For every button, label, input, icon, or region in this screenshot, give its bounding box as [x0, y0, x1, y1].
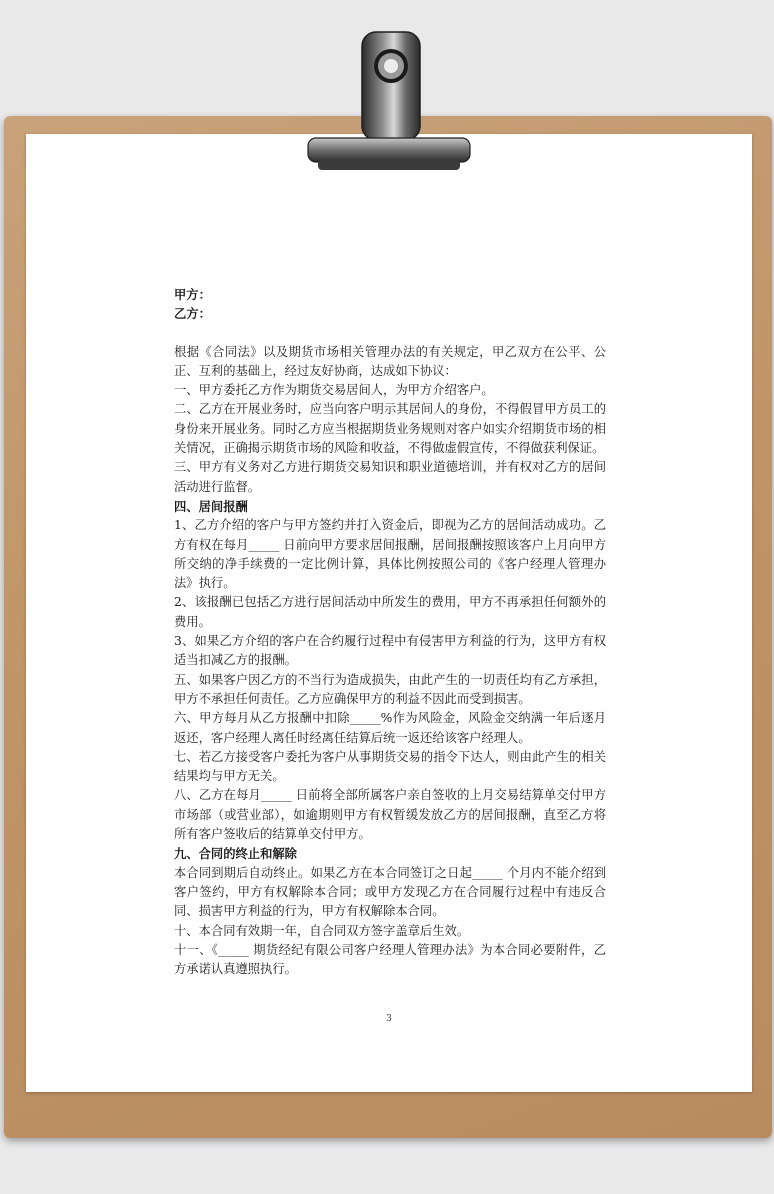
contract-paragraph: 十一、《_____ 期货经纪有限公司客户经理人管理办法》为本合同必要附件，乙方承诺认真遵照执行。	[174, 942, 606, 977]
section-heading: 四、居间报酬	[174, 498, 248, 514]
contract-paragraph: 3、如果乙方介绍的客户在合约履行过程中有侵害甲方利益的行为，这甲方有权适当扣减乙方的报酬。	[174, 634, 606, 668]
contract-paragraph: 七、若乙方接受客户委托为客户从事期货交易的指令下达人，则由此产生的相关结果均与甲方无关。	[174, 749, 606, 784]
clipboard-board	[4, 116, 772, 1138]
contract-paragraph: 五、如果客户因乙方的不当行为造成损失，由此产生的一切责任均有乙方承担，甲方不承担任何责任。乙方应确保甲方的利益不因此而受到损害。	[174, 672, 606, 706]
binder-clip-icon	[300, 26, 478, 178]
section-heading: 九、合同的终止和解除	[174, 846, 297, 862]
contract-paragraph: 1、乙方介绍的客户与甲方签约并打入资金后，即视为乙方的居间活动成功。乙方有权在每月_____ 日前向甲方要求居间报酬，居间报酬按照该客户上月向甲方所交纳的净手续费的一定比例计算，具体比例按照公司的《客户经理人管理办法》执行。	[174, 518, 606, 591]
contract-paragraph: 八、乙方在每月_____ 日前将全部所属客户亲自签收的上月交易结算单交付甲方市场部（或营业部），如逾期则甲方有权暂缓发放乙方的居间报酬，直至乙方将所有客户签收后的结算单交付甲方。	[174, 788, 606, 842]
contract-paragraph: 本合同到期后自动终止。如果乙方在本合同签订之日起_____ 个月内不能介绍到客户签约，甲方有权解除本合同；或甲方发现乙方在合同履行过程中有违反合同、损害甲方利益的行为，甲方有权解除本合同。	[174, 865, 606, 919]
contract-paragraph: 根据《合同法》以及期货市场相关管理办法的有关规定，甲乙双方在公平、公正、互利的基础上，经过友好协商，达成如下协议：	[174, 344, 606, 378]
contract-paragraph: 二、乙方在开展业务时，应当向客户明示其居间人的身份，不得假冒甲方员工的身份来开展业务。同时乙方应当根据期货业务规则对客户如实介绍期货市场的相关情况，正确揭示期货市场的风险和收益，不得做虚假宣传，不得做获利保证。	[174, 402, 606, 456]
blank-line	[174, 324, 606, 343]
contract-body	[174, 285, 606, 979]
contract-paragraph: 六、甲方每月从乙方报酬中扣除_____%作为风险金，风险金交纳满一年后逐月返还，客户经理人离任时经离任结算后统一返还给该客户经理人。	[174, 711, 606, 745]
page-number: 3	[386, 1014, 392, 1024]
document-page	[26, 134, 752, 1092]
party-a-label: 甲方：	[174, 287, 211, 302]
contract-paragraph: 十、本合同有效期一年，自合同双方签字盖章后生效。	[174, 923, 470, 938]
contract-paragraph: 三、甲方有义务对乙方进行期货交易知识和职业道德培训，并有权对乙方的居间活动进行监督。	[174, 460, 606, 494]
contract-paragraphs	[174, 343, 606, 980]
contract-paragraph: 2、该报酬已包括乙方进行居间活动中所发生的费用，甲方不再承担任何额外的费用。	[174, 595, 606, 629]
contract-paragraph: 一、甲方委托乙方作为期货交易居间人，为甲方介绍客户。	[174, 383, 494, 398]
party-b-label: 乙方：	[174, 306, 211, 322]
